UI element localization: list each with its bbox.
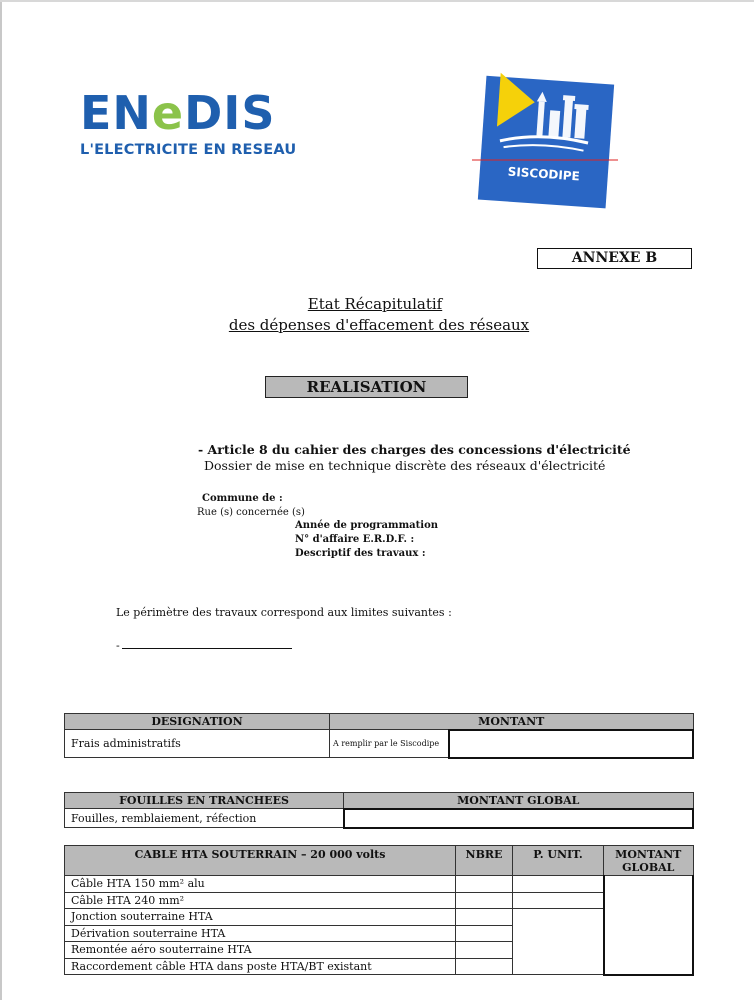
perimetre-text: Le périmètre des travaux correspond aux limites suivantes :	[116, 606, 452, 619]
punit-header: P. UNIT.	[513, 846, 604, 876]
article-reference: - Article 8 du cahier des charges des concessions d'électricité	[198, 442, 631, 457]
enedis-wordmark	[80, 88, 310, 138]
table-row: Câble HTA 240 mm²	[65, 892, 456, 909]
table-row: Câble HTA 150 mm² alu	[65, 876, 456, 893]
frais-table	[64, 713, 694, 759]
remplir-note: A remplir par le Siscodipe	[330, 730, 450, 758]
table-row: Dérivation souterraine HTA	[65, 925, 456, 942]
fouilles-amount-cell[interactable]	[344, 809, 694, 828]
table-row: Jonction souterraine HTA	[65, 909, 456, 926]
punit-merged-cell[interactable]	[513, 909, 604, 975]
punit-cell[interactable]	[513, 876, 604, 893]
descriptif-label: Descriptif des travaux :	[295, 548, 426, 559]
annexe-label: ANNEXE B	[537, 248, 692, 269]
cable-montant-cell[interactable]	[604, 876, 694, 975]
montant-header: MONTANT	[330, 714, 694, 730]
punit-cell[interactable]	[513, 892, 604, 909]
blank-field[interactable]	[122, 638, 292, 649]
siscodipe-logo-graphic	[470, 72, 620, 212]
enedis-word-part1: EN	[80, 86, 152, 140]
enedis-word-part2: e	[151, 86, 185, 140]
fouilles-label: Fouilles, remblaiement, réfection	[65, 809, 344, 828]
designation-header: DESIGNATION	[65, 714, 330, 730]
siscodipe-logo	[470, 72, 620, 212]
nbre-header: NBRE	[456, 846, 513, 876]
page-edge-left	[0, 0, 2, 1000]
nbre-cell[interactable]	[456, 876, 513, 893]
cable-header: CABLE HTA SOUTERRAIN – 20 000 volts	[65, 846, 456, 876]
montant-global-header: MONTANT GLOBAL	[344, 793, 694, 809]
title-line-1: Etat Récapitulatif	[307, 295, 443, 313]
cable-hta-table	[64, 845, 694, 976]
nbre-cell[interactable]	[456, 942, 513, 959]
enedis-word-part3: DIS	[184, 86, 276, 140]
commune-label: Commune de :	[202, 493, 283, 504]
nbre-cell[interactable]	[456, 925, 513, 942]
nbre-cell[interactable]	[456, 958, 513, 975]
enedis-tagline: L'ELECTRICITE EN RESEAU	[80, 142, 297, 158]
dossier-description: Dossier de mise en technique discrète des réseaux d'électricité	[204, 458, 606, 473]
nbre-cell[interactable]	[456, 892, 513, 909]
enedis-logo	[80, 88, 310, 168]
frais-admin-amount-cell[interactable]	[449, 730, 693, 758]
fouilles-header: FOUILLES EN TRANCHEES	[65, 793, 344, 809]
realisation-banner: REALISATION	[265, 376, 468, 398]
siscodipe-name: SISCODIPE	[507, 164, 581, 184]
affaire-label: N° d'affaire E.R.D.F. :	[295, 534, 415, 545]
frais-admin-label: Frais administratifs	[65, 730, 330, 758]
nbre-cell[interactable]	[456, 909, 513, 926]
montant-global-header-cable: MONTANT GLOBAL	[604, 846, 694, 876]
rue-label: Rue (s) concernée (s)	[197, 507, 305, 518]
table-row: Raccordement câble HTA dans poste HTA/BT existant	[65, 958, 456, 975]
fouilles-table	[64, 792, 694, 829]
annee-label: Année de programmation	[295, 520, 439, 531]
table-row: Remontée aéro souterraine HTA	[65, 942, 456, 959]
page-edge-top	[0, 0, 754, 2]
dash: -	[116, 639, 120, 652]
title-line-2: des dépenses d'effacement des réseaux	[228, 316, 530, 334]
perimetre-blank-line	[116, 638, 292, 652]
